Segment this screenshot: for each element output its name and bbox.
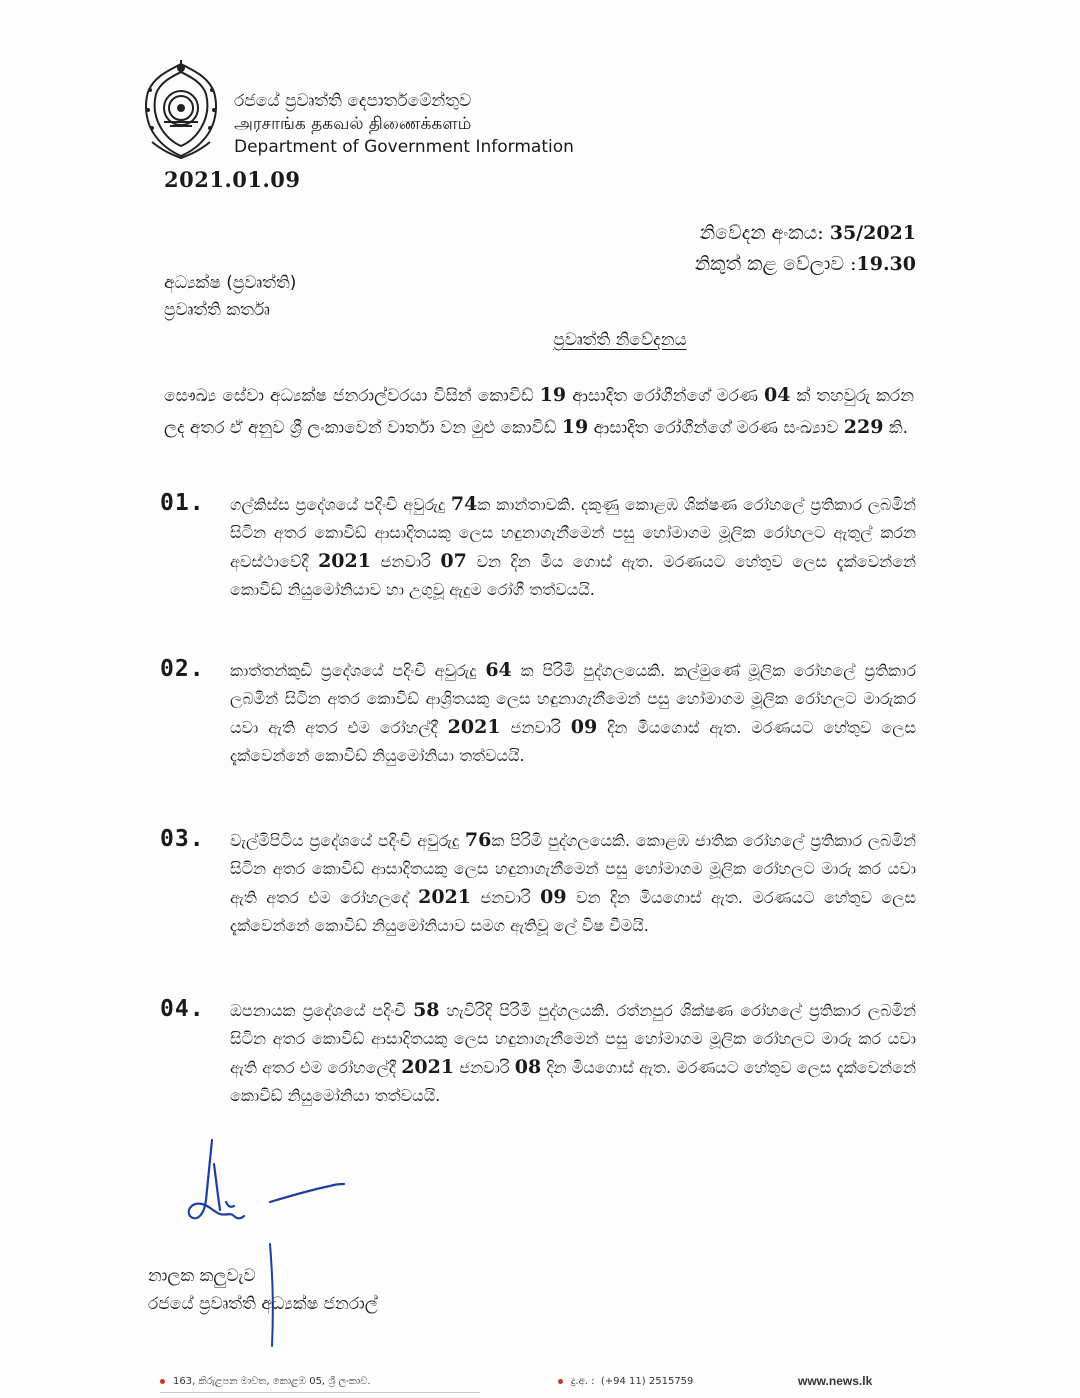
item-number-value: 07	[440, 550, 467, 572]
item-text-part: දින මියගොස් ඇත. මරණයට හේතුව ලෙස දැක්වෙන්නේ කොවිඩ් නියුමෝනියා තත්වයයි.	[230, 718, 916, 765]
addressee-line-1: අධ්‍යක්ෂ (ප්‍රවෘත්ති)	[164, 273, 297, 293]
item-number-value: 09	[570, 716, 598, 738]
addressee-block	[164, 270, 296, 324]
footer-phone	[558, 1376, 693, 1387]
item-number-value: 58	[413, 999, 440, 1021]
item-text-part: හැවිරිදි පිරිමි පුද්ගලයකි. රත්නපුර ශික්ෂණ රෝහලේ ප්‍රතිකාර ලබමින් සිටින අතර කොවිඩ් ආසාදිතයකු ලෙස හඳුනාගැනීමෙන් පසු හෝමාගම මූලික රෝහලට මාරු කර යවා ඇති අතර එම රෝහලේදී	[230, 1001, 917, 1077]
intro-text: ආසාදිත රෝගීන්ගේ මරණ	[566, 386, 764, 406]
issue-time-label: නිකුත් කළ වේලාව :	[694, 253, 857, 275]
department-names	[234, 90, 574, 159]
item-text-part: වන දින මිය ගොස් ඇත. මරණයට හේතුව ලෙස දැක්වෙන්නේ කොවිඩ් නියුමෝනියාව හා උගුවූ ඇදුම රෝගී තත්වයයි.	[230, 552, 916, 599]
intro-number: 19	[539, 384, 567, 406]
item-number-value: 08	[514, 1056, 542, 1078]
dept-name-tamil: அரசாங்க தகவல் திணைக்களம்	[234, 114, 472, 134]
document-title-row	[0, 330, 1080, 350]
item-number: 04.	[160, 996, 205, 1022]
item-text-part: ගල්කිස්ස ප්‍රදේශයේ පදිංචි අවුරුදු	[230, 495, 451, 514]
issue-time-value: 19.30	[856, 253, 916, 275]
bullet-icon	[558, 1379, 563, 1384]
dept-name-english: Department of Government Information	[234, 137, 574, 157]
item-number-value: 2021	[418, 886, 471, 908]
intro-text: කි.	[883, 418, 909, 438]
item-number: 02.	[160, 656, 205, 682]
notice-number-label: නිවේදන අංකය:	[699, 222, 824, 244]
item-number: 01.	[160, 490, 205, 516]
death-report-item	[160, 490, 916, 640]
document-title: ප්‍රවෘත්ති නිවේදනය	[553, 330, 687, 350]
item-number-value: 74	[450, 493, 478, 515]
intro-number: 04	[764, 384, 791, 406]
handwritten-signature	[150, 1120, 370, 1240]
item-number-value: 2021	[318, 550, 371, 572]
item-number-value: 64	[485, 659, 512, 681]
item-text-part: ජනවාරි	[500, 718, 571, 737]
addressee-line-2: ප්‍රවෘත්ති කර්තෘ	[164, 300, 270, 320]
item-text-part: වැල්මිපිටිය ප්‍රදේශයේ පදිංචි අවුරුදු	[230, 831, 465, 850]
item-text	[230, 996, 916, 1110]
item-text-part: ක කාන්තාවකි. දකුණු කොළඹ ශික්ෂණ රෝහලේ ප්‍රතිකාර ලබමින් සිටින අතර කොවිඩ් ආසාදිතයකු ලෙස හඳුනාගැනීමෙන් පසු හෝමාගම මූලික රෝහලට ඇතුල් කරන අවස්ථාවේදී	[230, 495, 916, 571]
footer	[0, 1372, 1080, 1398]
reference-block	[695, 218, 916, 280]
footer-cut-edge	[160, 1392, 480, 1397]
national-emblem-icon	[140, 60, 222, 160]
item-text-part: කාත්තන්කුඩි ප්‍රදේශයේ පදිංචි අවුරුදු	[230, 661, 486, 680]
bullet-icon	[160, 1379, 165, 1384]
signer-designation: රජයේ ප්‍රවෘත්ති අධ්‍යක්ෂ ජනරාල්	[148, 1294, 378, 1314]
signer-block	[148, 1262, 378, 1318]
item-text	[230, 490, 916, 604]
item-number-value: 2021	[401, 1056, 455, 1078]
notice-number	[695, 218, 916, 249]
item-text-part: ඔපනායක ප්‍රදේශයේ පදිංචි	[230, 1001, 414, 1020]
item-number-value: 09	[540, 886, 567, 908]
item-number: 03.	[160, 826, 205, 852]
death-report-item	[160, 656, 916, 806]
dept-name-sinhala: රජයේ ප්‍රවෘත්ති දෙපාර්තමේන්තුව	[234, 91, 472, 111]
item-text-part: ක පිරිමි පුද්ගලයෙකි. කල්මුණේ මූලික රෝහලේ ප්‍රතිකාර ලබමින් සිටින අතර කොවිඩ් ආශ්‍රිතයකු ලෙස හඳුනාගැනීමෙන් පසු හෝමාගම මූලික රෝහලට මාරුකර යවා ඇති අතර එම රෝහල්දී	[230, 661, 916, 737]
item-text-part: ජනවාරි	[470, 888, 541, 907]
footer-address-text: 163, කිරුළපන මාවත, කොළඹ 05, ශ්‍රී ලංකාව.	[173, 1376, 371, 1387]
intro-text: ක් තහවුරු කරන ලද අතර ඒ අනුව ශ්‍රී ලංකාවෙන් වාර්තා වන මුළු කොවිඩ්	[164, 386, 914, 438]
intro-text: සෞඛ්‍ය සේවා අධ්‍යක්ෂ ජනරාල්වරයා විසින් කොවිඩ්	[164, 386, 540, 406]
item-text-part: ජනවාරි	[454, 1058, 515, 1077]
item-text-part: ක පිරිමි පුද්ගලයෙකි. කොළඹ ජාතික රෝහලේ ප්‍රතිකාර ලබමින් සිටින අතර කොවිඩ් ආසාදිතයකු ලෙස හඳුනාගැනීමෙන් පසු හෝමාගම මූලික රෝහලට මාරු කර යවා ඇති අතර එම රෝහලදේ	[230, 831, 916, 907]
item-text	[230, 656, 916, 770]
signer-name: නාලක කලුවැව	[148, 1266, 256, 1286]
item-text	[230, 826, 916, 940]
item-text-part: දින මියගොස් ඇත. මරණයට හේතුව ලෙස දැක්වෙන්නේ කොවිඩ් නියුමෝනියා තත්වයයි.	[230, 1058, 916, 1105]
death-report-item	[160, 826, 916, 976]
footer-address	[160, 1376, 371, 1387]
footer-website[interactable]: www.news.lk	[798, 1374, 873, 1388]
footer-phone-number: (+94 11) 2515759	[600, 1376, 694, 1387]
intro-number: 229	[843, 416, 884, 438]
intro-paragraph	[164, 380, 914, 444]
item-text-part: වන දින මියගොස් ඇත. මරණයට හේතුව ලෙස දැක්වෙන්නේ කොවිඩ් නියුමෝනියාව සමග ඇතිවූ ලේ විෂ වීමයි.	[230, 888, 916, 935]
item-number-value: 2021	[447, 716, 501, 738]
intro-text: ආසාදිත රෝගීන්ගේ මරණ සංඛ්‍යාව	[588, 418, 844, 438]
notice-number-value: 35/2021	[829, 222, 916, 244]
intro-number: 19	[561, 416, 589, 438]
item-number-value: 76	[464, 829, 492, 851]
footer-phone-label: දු.අ. :	[571, 1376, 595, 1387]
item-text-part: ජනවාරි	[370, 552, 441, 571]
issue-time	[695, 249, 916, 280]
document-date: 2021.01.09	[164, 167, 301, 192]
